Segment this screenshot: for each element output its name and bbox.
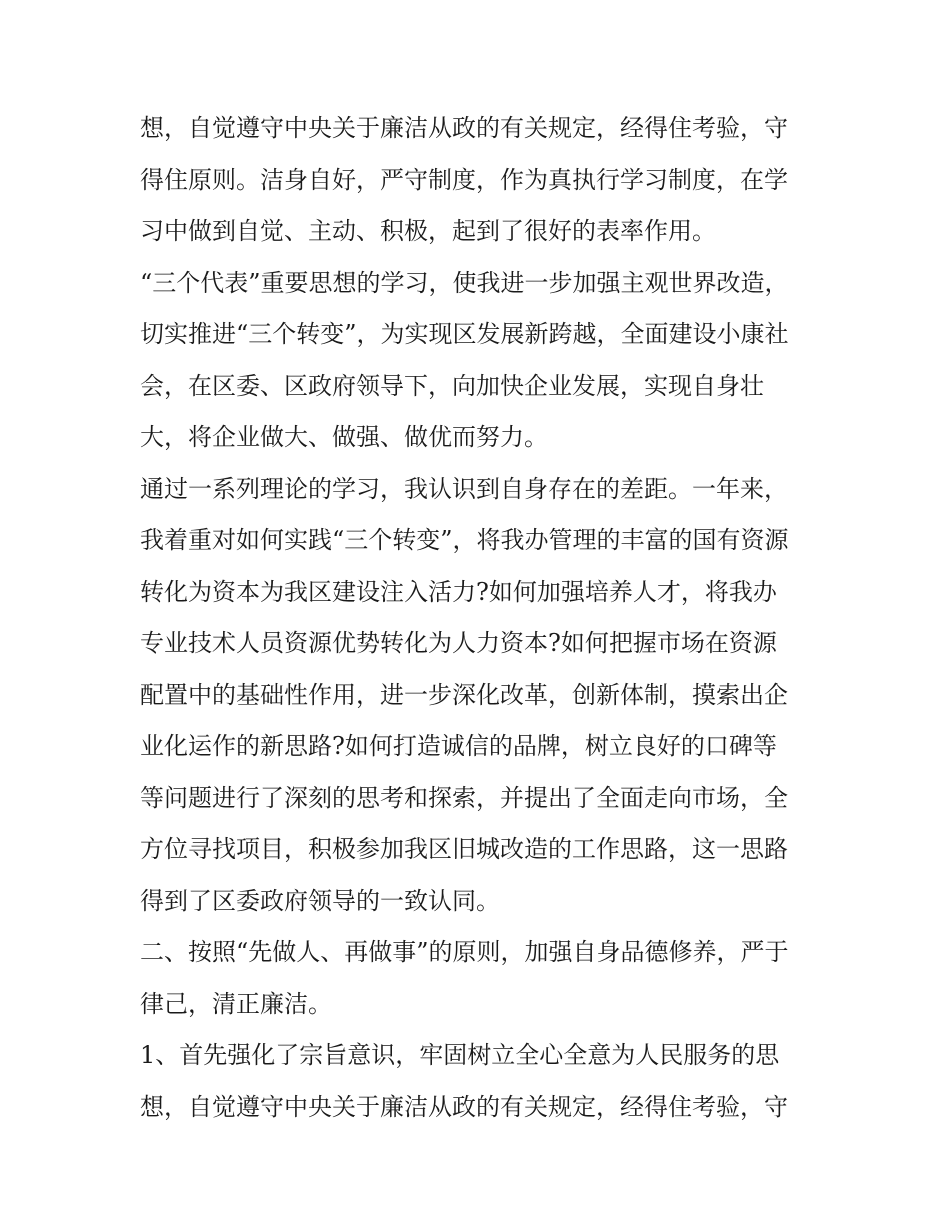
- text-line: 习中做到自觉、主动、积极，起到了很好的表率作用。: [140, 217, 716, 245]
- text-line: 得到了区委政府领导的一致认同。: [140, 886, 500, 915]
- text-line: 转化为资本为我区建设注入活力?如何加强培养人才，将我办: [140, 577, 777, 606]
- text-line: 业化运作的新思路?如何打造诚信的品牌，树立良好的口碑等: [140, 732, 777, 760]
- document-body: [140, 103, 820, 1133]
- text-line: 想，自觉遵守中央关于廉洁从政的有关规定，经得住考验，守: [140, 114, 788, 142]
- text-line: 配置中的基础性作用，进一步深化改革，创新体制，摸索出企: [140, 680, 788, 709]
- text-line: 会，在区委、区政府领导下，向加快企业发展，实现自身壮: [140, 371, 764, 400]
- text-line: 我着重对如何实践“三个转变”，将我办管理的丰富的国有资源: [140, 526, 789, 554]
- text-line: 通过一系列理论的学习，我认识到自身存在的差距。一年来，: [140, 474, 788, 503]
- text-line: 律己，清正廉洁。: [140, 989, 332, 1018]
- text-line: 1、首先强化了宗旨意识，牢固树立全心全意为人民服务的思: [140, 1041, 780, 1069]
- text-line: 得住原则。洁身自好，严守制度，作为真执行学习制度，在学: [140, 165, 788, 194]
- text-line: 想，自觉遵守中央关于廉洁从政的有关规定，经得住考验，守: [140, 1092, 788, 1121]
- text-line: “三个代表”重要思想的学习，使我进一步加强主观世界改造，: [140, 268, 789, 297]
- text-line: 专业技术人员资源优势转化为人力资本?如何把握市场在资源: [140, 629, 777, 657]
- text-line: 方位寻找项目，积极参加我区旧城改造的工作思路，这一思路: [140, 835, 788, 863]
- text-line: 二、按照“先做人、再做事”的原则，加强自身品德修养，严于: [140, 938, 789, 966]
- text-line: 大，将企业做大、做强、做优而努力。: [140, 423, 548, 451]
- text-line: 切实推进“三个转变”，为实现区发展新跨越，全面建设小康社: [140, 320, 789, 348]
- text-line: 等问题进行了深刻的思考和探索，并提出了全面走向市场，全: [140, 783, 788, 812]
